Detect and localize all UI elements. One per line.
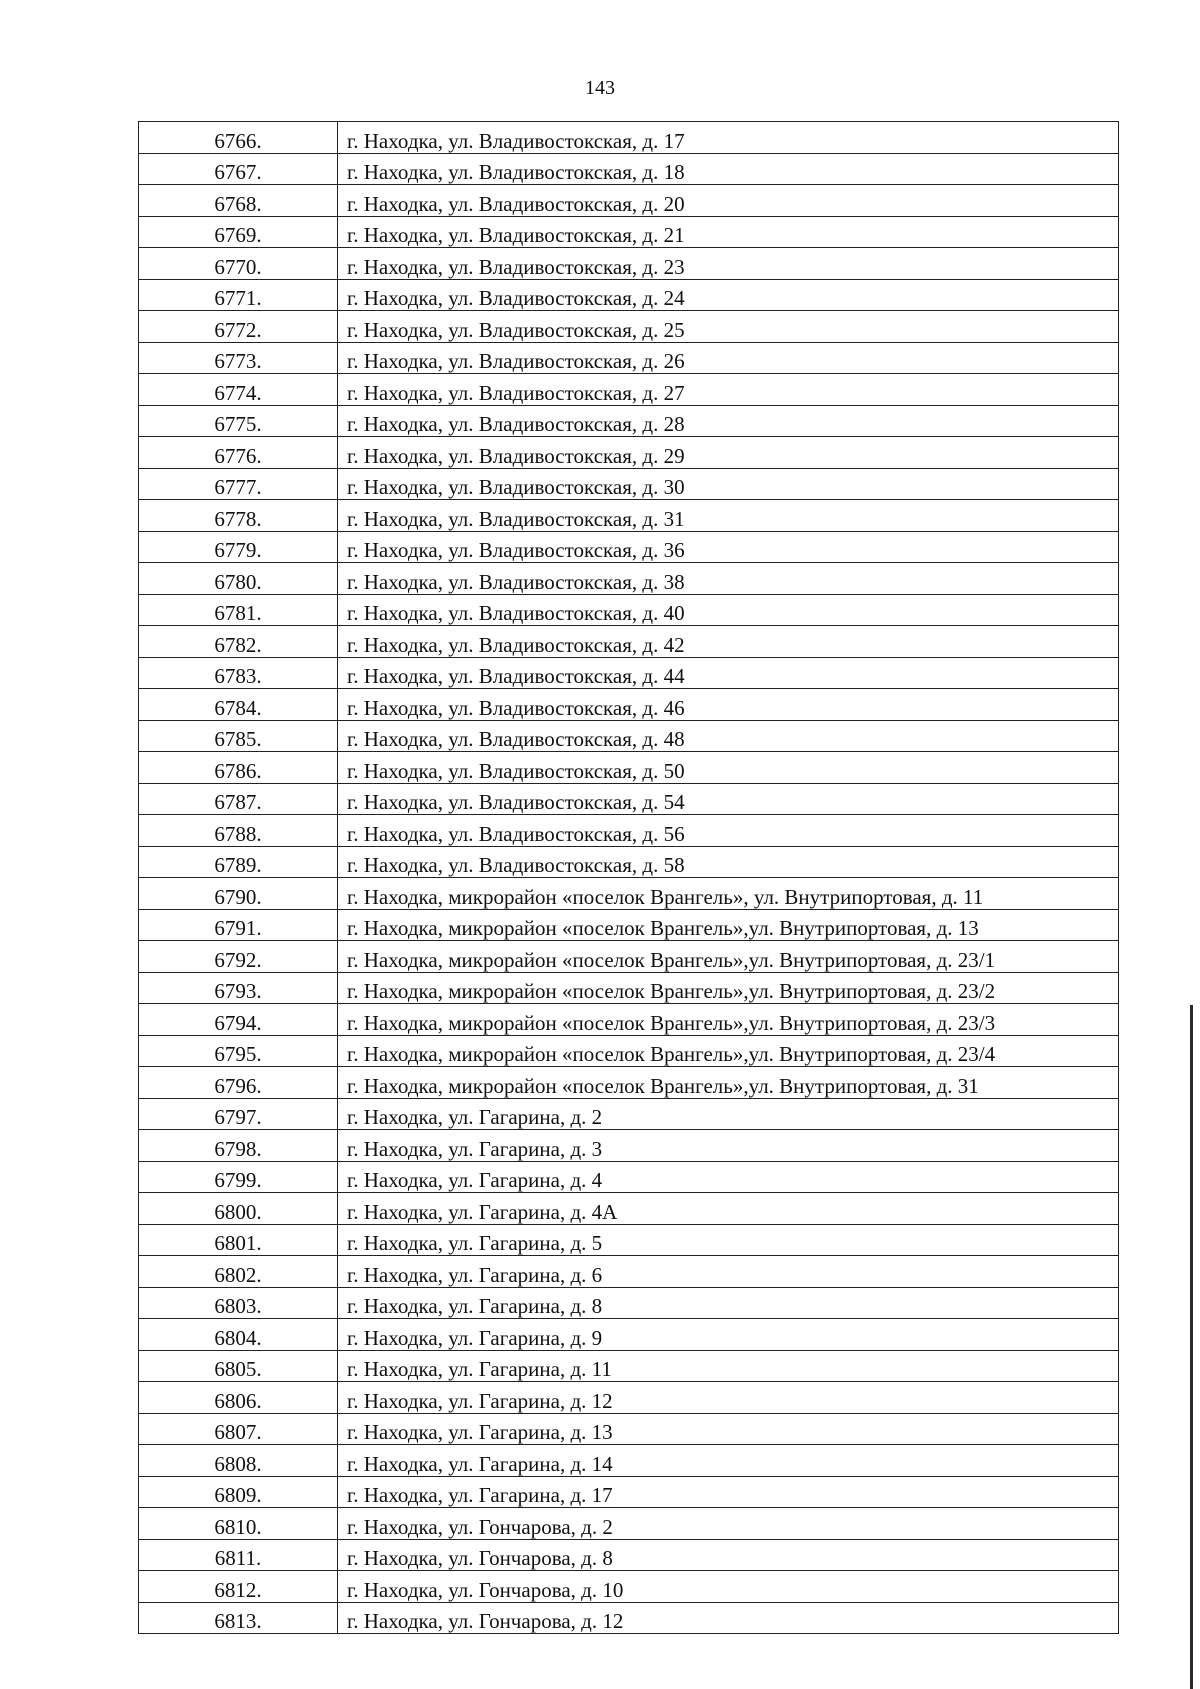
table-row bbox=[139, 342, 1119, 374]
address-cell: г. Находка, микрорайон «поселок Врангель», ул. Внутрипортовая, д. 11 bbox=[338, 878, 1119, 910]
row-number-cell: 6791. bbox=[139, 909, 338, 941]
table-row bbox=[139, 657, 1119, 689]
row-number-cell: 6807. bbox=[139, 1413, 338, 1445]
table-row bbox=[139, 216, 1119, 248]
row-number-cell: 6793. bbox=[139, 972, 338, 1004]
table-row bbox=[139, 1161, 1119, 1193]
table-row bbox=[139, 1350, 1119, 1382]
address-cell: г. Находка, ул. Владивостокская, д. 23 bbox=[338, 248, 1119, 280]
table-row bbox=[139, 1224, 1119, 1256]
row-number-cell: 6784. bbox=[139, 689, 338, 721]
table-row bbox=[139, 311, 1119, 343]
address-cell: г. Находка, ул. Гончарова, д. 12 bbox=[338, 1602, 1119, 1634]
row-number-cell: 6803. bbox=[139, 1287, 338, 1319]
address-cell: г. Находка, ул. Гагарина, д. 8 bbox=[338, 1287, 1119, 1319]
row-number-cell: 6794. bbox=[139, 1004, 338, 1036]
row-number-cell: 6775. bbox=[139, 405, 338, 437]
row-number-cell: 6812. bbox=[139, 1571, 338, 1603]
table-row bbox=[139, 1287, 1119, 1319]
row-number-cell: 6813. bbox=[139, 1602, 338, 1634]
address-cell: г. Находка, ул. Гагарина, д. 2 bbox=[338, 1098, 1119, 1130]
row-number-cell: 6804. bbox=[139, 1319, 338, 1351]
address-cell: г. Находка, ул. Владивостокская, д. 36 bbox=[338, 531, 1119, 563]
row-number-cell: 6766. bbox=[139, 122, 338, 154]
address-cell: г. Находка, ул. Владивостокская, д. 30 bbox=[338, 468, 1119, 500]
row-number-cell: 6797. bbox=[139, 1098, 338, 1130]
address-cell: г. Находка, микрорайон «поселок Врангель»,ул. Внутрипортовая, д. 13 bbox=[338, 909, 1119, 941]
table-row bbox=[139, 1602, 1119, 1634]
address-cell: г. Находка, ул. Гагарина, д. 5 bbox=[338, 1224, 1119, 1256]
table-row bbox=[139, 909, 1119, 941]
address-cell: г. Находка, ул. Владивостокская, д. 20 bbox=[338, 185, 1119, 217]
table-row bbox=[139, 248, 1119, 280]
row-number-cell: 6772. bbox=[139, 311, 338, 343]
address-cell: г. Находка, ул. Владивостокская, д. 56 bbox=[338, 815, 1119, 847]
row-number-cell: 6776. bbox=[139, 437, 338, 469]
address-cell: г. Находка, микрорайон «поселок Врангель»,ул. Внутрипортовая, д. 31 bbox=[338, 1067, 1119, 1099]
address-cell: г. Находка, ул. Владивостокская, д. 25 bbox=[338, 311, 1119, 343]
row-number-cell: 6774. bbox=[139, 374, 338, 406]
row-number-cell: 6779. bbox=[139, 531, 338, 563]
address-cell: г. Находка, ул. Гагарина, д. 17 bbox=[338, 1476, 1119, 1508]
table-row bbox=[139, 153, 1119, 185]
table-row bbox=[139, 1067, 1119, 1099]
address-cell: г. Находка, ул. Владивостокская, д. 54 bbox=[338, 783, 1119, 815]
address-cell: г. Находка, ул. Владивостокская, д. 21 bbox=[338, 216, 1119, 248]
address-cell: г. Находка, ул. Гагарина, д. 14 bbox=[338, 1445, 1119, 1477]
table-row bbox=[139, 626, 1119, 658]
address-cell: г. Находка, ул. Владивостокская, д. 27 bbox=[338, 374, 1119, 406]
row-number-cell: 6795. bbox=[139, 1035, 338, 1067]
table-row bbox=[139, 500, 1119, 532]
address-cell: г. Находка, ул. Гагарина, д. 4А bbox=[338, 1193, 1119, 1225]
row-number-cell: 6801. bbox=[139, 1224, 338, 1256]
row-number-cell: 6788. bbox=[139, 815, 338, 847]
table-row bbox=[139, 1445, 1119, 1477]
address-cell: г. Находка, ул. Гагарина, д. 3 bbox=[338, 1130, 1119, 1162]
address-cell: г. Находка, ул. Владивостокская, д. 24 bbox=[338, 279, 1119, 311]
address-cell: г. Находка, ул. Владивостокская, д. 28 bbox=[338, 405, 1119, 437]
table-row bbox=[139, 1508, 1119, 1540]
row-number-cell: 6777. bbox=[139, 468, 338, 500]
table-row bbox=[139, 279, 1119, 311]
address-cell: г. Находка, ул. Гагарина, д. 11 bbox=[338, 1350, 1119, 1382]
table-row bbox=[139, 185, 1119, 217]
row-number-cell: 6799. bbox=[139, 1161, 338, 1193]
row-number-cell: 6773. bbox=[139, 342, 338, 374]
address-cell: г. Находка, ул. Владивостокская, д. 48 bbox=[338, 720, 1119, 752]
table-row bbox=[139, 1004, 1119, 1036]
table-row bbox=[139, 752, 1119, 784]
address-cell: г. Находка, ул. Владивостокская, д. 18 bbox=[338, 153, 1119, 185]
table-row bbox=[139, 468, 1119, 500]
address-table bbox=[138, 121, 1119, 1634]
row-number-cell: 6781. bbox=[139, 594, 338, 626]
row-number-cell: 6767. bbox=[139, 153, 338, 185]
table-row bbox=[139, 878, 1119, 910]
address-cell: г. Находка, ул. Гагарина, д. 6 bbox=[338, 1256, 1119, 1288]
table-row bbox=[139, 1193, 1119, 1225]
table-row bbox=[139, 720, 1119, 752]
table-row bbox=[139, 405, 1119, 437]
row-number-cell: 6802. bbox=[139, 1256, 338, 1288]
table-row bbox=[139, 815, 1119, 847]
page-number: 143 bbox=[585, 77, 615, 99]
table-row bbox=[139, 1130, 1119, 1162]
address-cell: г. Находка, микрорайон «поселок Врангель»,ул. Внутрипортовая, д. 23/3 bbox=[338, 1004, 1119, 1036]
row-number-cell: 6790. bbox=[139, 878, 338, 910]
address-cell: г. Находка, ул. Владивостокская, д. 58 bbox=[338, 846, 1119, 878]
table-row bbox=[139, 374, 1119, 406]
row-number-cell: 6792. bbox=[139, 941, 338, 973]
row-number-cell: 6770. bbox=[139, 248, 338, 280]
row-number-cell: 6787. bbox=[139, 783, 338, 815]
table-row bbox=[139, 1098, 1119, 1130]
table-row bbox=[139, 1571, 1119, 1603]
row-number-cell: 6780. bbox=[139, 563, 338, 595]
table-row bbox=[139, 1539, 1119, 1571]
row-number-cell: 6768. bbox=[139, 185, 338, 217]
row-number-cell: 6785. bbox=[139, 720, 338, 752]
row-number-cell: 6806. bbox=[139, 1382, 338, 1414]
address-cell: г. Находка, микрорайон «поселок Врангель»,ул. Внутрипортовая, д. 23/1 bbox=[338, 941, 1119, 973]
row-number-cell: 6796. bbox=[139, 1067, 338, 1099]
row-number-cell: 6800. bbox=[139, 1193, 338, 1225]
row-number-cell: 6809. bbox=[139, 1476, 338, 1508]
address-cell: г. Находка, ул. Гончарова, д. 2 bbox=[338, 1508, 1119, 1540]
scan-edge-line bbox=[1190, 1005, 1193, 1689]
table-row bbox=[139, 846, 1119, 878]
address-cell: г. Находка, микрорайон «поселок Врангель»,ул. Внутрипортовая, д. 23/2 bbox=[338, 972, 1119, 1004]
address-cell: г. Находка, ул. Гагарина, д. 9 bbox=[338, 1319, 1119, 1351]
row-number-cell: 6786. bbox=[139, 752, 338, 784]
address-cell: г. Находка, ул. Гончарова, д. 8 bbox=[338, 1539, 1119, 1571]
table-row bbox=[139, 437, 1119, 469]
row-number-cell: 6783. bbox=[139, 657, 338, 689]
address-cell: г. Находка, ул. Владивостокская, д. 46 bbox=[338, 689, 1119, 721]
row-number-cell: 6808. bbox=[139, 1445, 338, 1477]
row-number-cell: 6771. bbox=[139, 279, 338, 311]
address-table-body bbox=[139, 122, 1119, 1634]
address-cell: г. Находка, ул. Владивостокская, д. 31 bbox=[338, 500, 1119, 532]
table-row bbox=[139, 1319, 1119, 1351]
row-number-cell: 6798. bbox=[139, 1130, 338, 1162]
table-row bbox=[139, 1256, 1119, 1288]
address-cell: г. Находка, ул. Владивостокская, д. 40 bbox=[338, 594, 1119, 626]
row-number-cell: 6805. bbox=[139, 1350, 338, 1382]
table-row bbox=[139, 1035, 1119, 1067]
table-row bbox=[139, 122, 1119, 154]
address-cell: г. Находка, ул. Владивостокская, д. 29 bbox=[338, 437, 1119, 469]
address-cell: г. Находка, ул. Гагарина, д. 12 bbox=[338, 1382, 1119, 1414]
table-row bbox=[139, 563, 1119, 595]
address-cell: г. Находка, микрорайон «поселок Врангель»,ул. Внутрипортовая, д. 23/4 bbox=[338, 1035, 1119, 1067]
address-cell: г. Находка, ул. Владивостокская, д. 26 bbox=[338, 342, 1119, 374]
table-row bbox=[139, 531, 1119, 563]
table-row bbox=[139, 972, 1119, 1004]
address-cell: г. Находка, ул. Владивостокская, д. 44 bbox=[338, 657, 1119, 689]
table-row bbox=[139, 941, 1119, 973]
row-number-cell: 6778. bbox=[139, 500, 338, 532]
address-cell: г. Находка, ул. Владивостокская, д. 38 bbox=[338, 563, 1119, 595]
row-number-cell: 6810. bbox=[139, 1508, 338, 1540]
address-cell: г. Находка, ул. Владивостокская, д. 42 bbox=[338, 626, 1119, 658]
address-cell: г. Находка, ул. Гагарина, д. 4 bbox=[338, 1161, 1119, 1193]
table-row bbox=[139, 594, 1119, 626]
address-cell: г. Находка, ул. Гагарина, д. 13 bbox=[338, 1413, 1119, 1445]
table-row bbox=[139, 1382, 1119, 1414]
row-number-cell: 6769. bbox=[139, 216, 338, 248]
table-row bbox=[139, 689, 1119, 721]
table-row bbox=[139, 1413, 1119, 1445]
row-number-cell: 6811. bbox=[139, 1539, 338, 1571]
address-cell: г. Находка, ул. Владивостокская, д. 17 bbox=[338, 122, 1119, 154]
row-number-cell: 6789. bbox=[139, 846, 338, 878]
address-cell: г. Находка, ул. Гончарова, д. 10 bbox=[338, 1571, 1119, 1603]
table-row bbox=[139, 783, 1119, 815]
row-number-cell: 6782. bbox=[139, 626, 338, 658]
address-cell: г. Находка, ул. Владивостокская, д. 50 bbox=[338, 752, 1119, 784]
table-row bbox=[139, 1476, 1119, 1508]
